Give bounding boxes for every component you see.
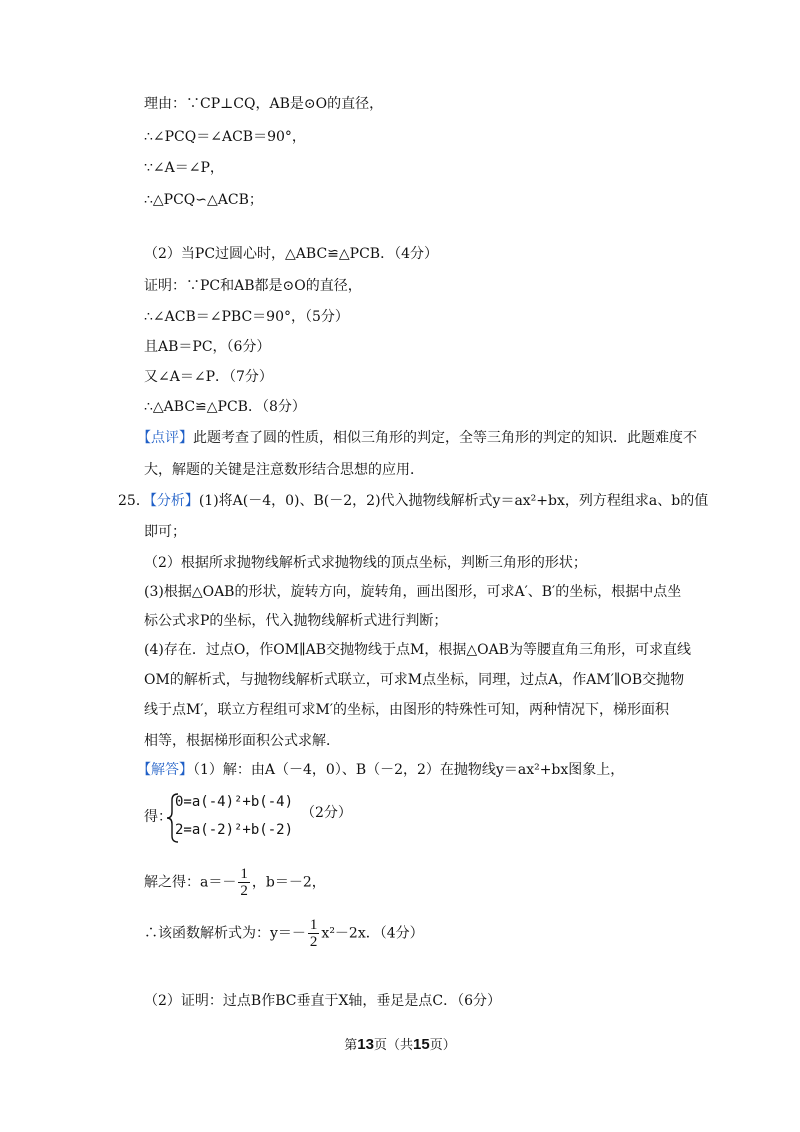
analysis-tag: 【分析】 [149, 493, 199, 509]
equation-row-1: 0=a(-4)²+b(-4) [175, 794, 294, 810]
solution-text-tail: ，b＝－2， [251, 874, 326, 891]
fraction-one-half [308, 917, 320, 950]
text-line: ∴△ABC≌△PCB．（8分） [144, 399, 306, 415]
question-number: 25． [118, 493, 150, 509]
solution-line [144, 866, 326, 899]
text-line: ∴∠PCQ＝∠ACB＝90°， [144, 129, 306, 145]
text-line: OM的解析式，与抛物线解析式联立，可求M点坐标，同理，过点A，作AM′∥OB交抛物 [144, 672, 685, 688]
text-line: (3)根据△OAB的形状，旋转方向，旋转角，画出图形，可求A′、B′的坐标，根据中点坐 [144, 584, 682, 600]
comment-tag: 【点评】 [137, 430, 193, 446]
text-line: 又∠A＝∠P．（7分） [144, 369, 273, 385]
text-line: 得： [144, 809, 172, 825]
text-line: 即可； [144, 524, 186, 540]
text-line: 理由：∵CP⊥CQ，AB是⊙O的直径， [144, 96, 384, 112]
page-number: 13 [357, 1036, 374, 1053]
footer-text: 页） [429, 1038, 456, 1053]
text-line: 相等，根据梯形面积公式求解． [144, 733, 340, 749]
text-line: （2）证明：过点B作BC垂直于X轴，垂足是点C．（6分） [144, 993, 502, 1009]
page-footer [0, 1034, 800, 1053]
text-line: 线于点M′，联立方程组可求M′的坐标，由图形的特殊性可知，两种情况下，梯形面积 [144, 702, 670, 718]
text-line: ∵∠A＝∠P， [144, 160, 224, 176]
fraction-numerator: 1 [240, 866, 248, 882]
answer-line [137, 760, 624, 780]
fraction-one-half [238, 866, 250, 899]
function-text: ∴该函数解析式为：y＝－ [144, 925, 306, 942]
text-line: 标公式求P的坐标，代入抛物线解析式进行判断； [144, 613, 448, 629]
text-line: ∴△PCQ∽△ACB； [144, 192, 263, 208]
page-total: 15 [413, 1036, 430, 1053]
comment-line [137, 428, 697, 448]
answer-text: （1）解：由A（－4，0）、B（－2，2）在抛物线y＝ax²+bx图象上， [193, 762, 625, 778]
text-line: （2）根据所求抛物线解析式求抛物线的顶点坐标，判断三角形的形状； [144, 555, 587, 571]
question-25-analysis [118, 491, 708, 511]
text-line: （2）当PC过圆心时，△ABC≌△PCB．（4分） [144, 246, 438, 262]
text-line: 且AB＝PC，（6分） [144, 339, 271, 355]
fraction-numerator: 1 [309, 917, 318, 933]
analysis-text: (1)将A(－4，0)、B(－2，2)代入抛物线解析式y＝ax²+bx，列方程组求a、b的值 [198, 493, 709, 509]
solution-text: 解之得：a＝－ [144, 874, 237, 891]
answer-tag: 【解答】 [137, 762, 193, 778]
function-text-tail: x²－2x．（4分） [321, 925, 424, 942]
text-line: (4)存在．过点O，作OM∥AB交抛物线于点M，根据△OAB为等腰直角三角形，可求直线 [144, 642, 691, 658]
comment-text: 此题考查了圆的性质，相似三角形的判定，全等三角形的判定的知识．此题难度不 [193, 430, 697, 446]
fraction-denominator: 2 [240, 883, 248, 899]
function-line [144, 917, 424, 950]
text-line: ∴∠ACB＝∠PBC＝90°，（5分） [144, 309, 349, 325]
text-line: 证明：∵PC和AB都是⊙O的直径， [144, 278, 362, 294]
footer-text: 页（共 [373, 1038, 413, 1053]
equation-row-2: 2=a(-2)²+b(-2) [175, 822, 294, 838]
fraction-denominator: 2 [309, 934, 318, 950]
footer-text: 第 [344, 1038, 358, 1053]
score-note: （2分） [301, 805, 352, 821]
text-line: 大，解题的关键是注意数形结合思想的应用． [144, 462, 424, 478]
